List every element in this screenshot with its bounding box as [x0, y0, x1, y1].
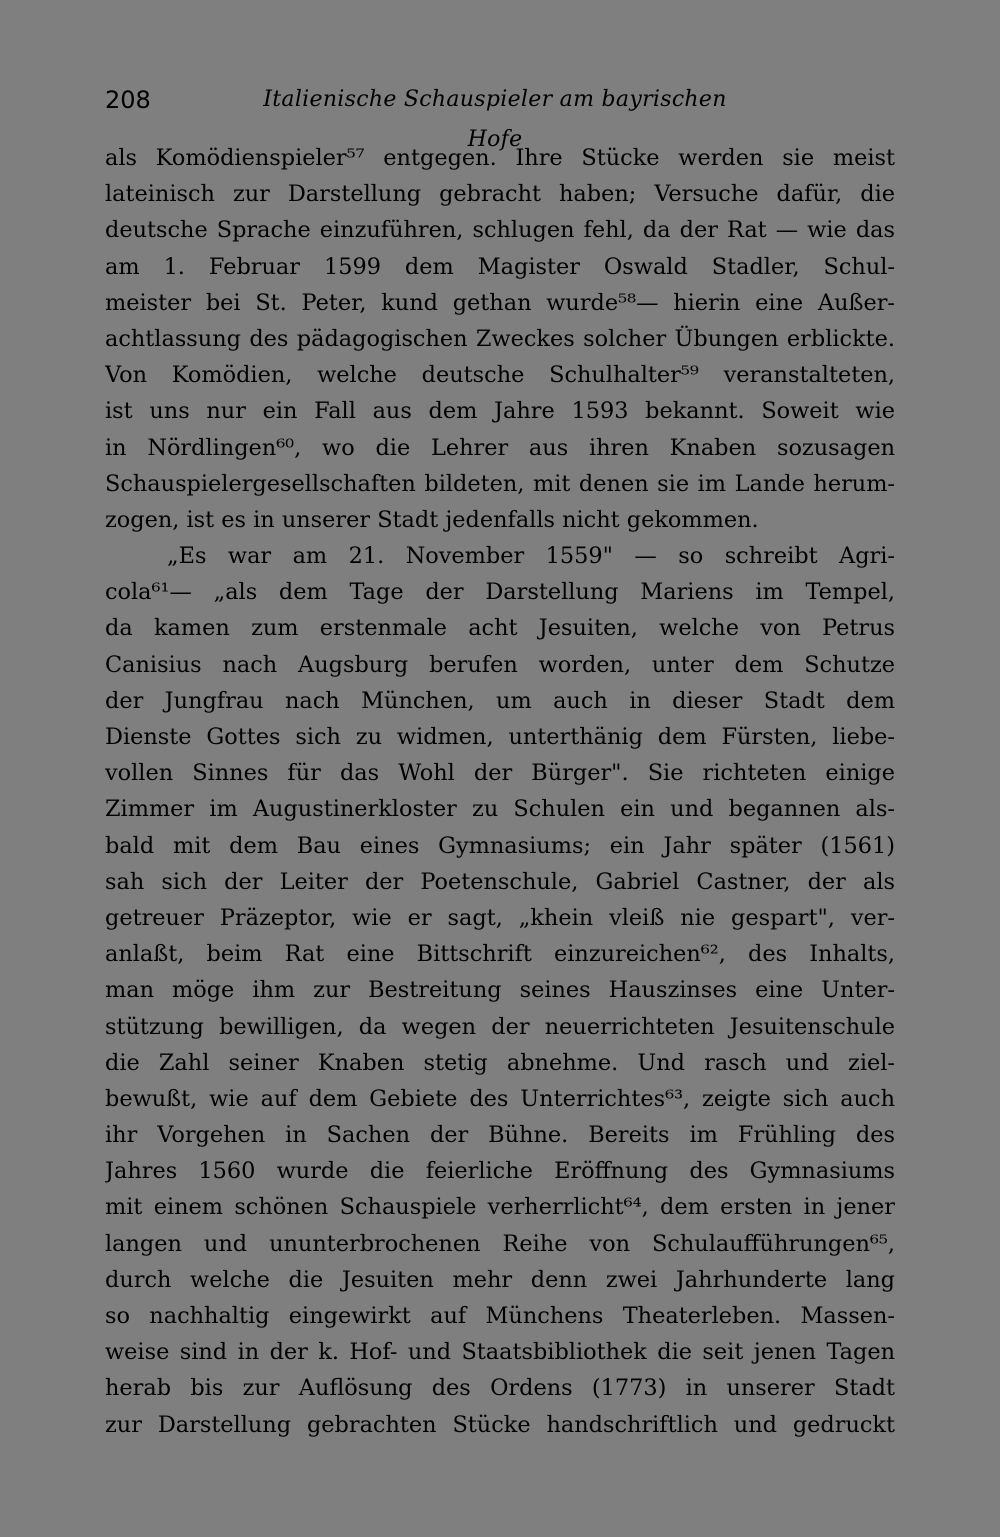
text-line: getreuer Präzeptor, wie er sagt, „khein vleiß nie gespart", ver-: [105, 904, 895, 931]
text-line: bald mit dem Bau eines Gymnasiums; ein Jahr später (1561): [105, 832, 895, 859]
text-line: zur Darstellung gebrachten Stücke handschriftlich und gedruckt: [105, 1411, 895, 1438]
text-line: Von Komödien, welche deutsche Schulhalter⁵⁹ veranstalteten,: [105, 362, 895, 389]
text-line: Dienste Gottes sich zu widmen, unterthänig dem Fürsten, liebe-: [105, 724, 895, 750]
text-line: da kamen zum erstenmale acht Jesuiten, welche von Petrus: [105, 615, 895, 642]
text-line: langen und ununterbrochenen Reihe von Schulaufführungen⁶⁵,: [105, 1230, 895, 1257]
text-line: cola⁶¹— „als dem Tage der Darstellung Mariens im Tempel,: [105, 579, 895, 606]
text-line: Jahres 1560 wurde die feierliche Eröffnung des Gymnasiums: [105, 1158, 895, 1185]
text-line: meister bei St. Peter, kund gethan wurde⁵⁸— hierin eine Außer-: [105, 289, 895, 316]
text-line: die Zahl seiner Knaben stetig abnehme. Und rasch und ziel-: [105, 1049, 895, 1076]
page-header: [105, 80, 895, 152]
text-line: man möge ihm zur Bestreitung seines Hauszinses eine Unter-: [105, 977, 895, 1004]
text-line: in Nördlingen⁶⁰, wo die Lehrer aus ihren Knaben sozusagen: [105, 434, 895, 461]
text-line: achtlassung des pädagogischen Zweckes solcher Übungen erblickte.: [105, 325, 895, 352]
text-line: weise sind in der k. Hof- und Staatsbibliothek die seit jenen Tagen: [105, 1339, 895, 1366]
text-line: zogen, ist es in unserer Stadt jedenfalls nicht gekommen.: [105, 506, 759, 533]
page-number: 208: [105, 86, 151, 114]
text-line: vollen Sinnes für das Wohl der Bürger". Sie richteten einige: [105, 760, 895, 787]
text-line: deutsche Sprache einzuführen, schlugen fehl, da der Rat — wie das: [105, 217, 895, 244]
text-line: bewußt, wie auf dem Gebiete des Unterrichtes⁶³, zeigte sich auch: [105, 1085, 895, 1112]
text-line: Schauspielergesellschaften bildeten, mit denen sie im Lande herum-: [105, 470, 895, 497]
text-line: ist uns nur ein Fall aus dem Jahre 1593 bekannt. Soweit wie: [105, 398, 895, 425]
text-line: am 1. Februar 1599 dem Magister Oswald Stadler, Schul-: [105, 253, 895, 280]
text-line: durch welche die Jesuiten mehr denn zwei Jahrhunderte lang: [105, 1266, 895, 1293]
text-line: Canisius nach Augsburg berufen worden, unter dem Schutze: [105, 651, 895, 678]
text-line: herab bis zur Auflösung des Ordens (1773) in unserer Stadt: [105, 1375, 895, 1402]
text-line: lateinisch zur Darstellung gebracht haben; Versuche dafür, die: [105, 181, 895, 208]
text-line: sah sich der Leiter der Poetenschule, Gabriel Castner, der als: [105, 868, 895, 895]
text-line: als Komödienspieler⁵⁷ entgegen. Ihre Stücke werden sie meist: [105, 145, 895, 171]
text-line: „Es war am 21. November 1559" — so schreibt Agri-: [167, 543, 895, 570]
text-line: stützung bewilligen, da wegen der neuerrichteten Jesuitenschule: [105, 1013, 895, 1040]
text-line: Zimmer im Augustinerkloster zu Schulen ein und begannen als-: [105, 796, 895, 823]
text-line: mit einem schönen Schauspiele verherrlicht⁶⁴, dem ersten in jener: [105, 1194, 895, 1221]
text-line: so nachhaltig eingewirkt auf Münchens Theaterleben. Massen-: [105, 1303, 895, 1329]
text-line: anlaßt, beim Rat eine Bittschrift einzureichen⁶², des Inhalts,: [105, 941, 895, 968]
text-line: der Jungfrau nach München, um auch in dieser Stadt dem: [105, 687, 895, 714]
body-text: [105, 140, 895, 1443]
running-title: Italienische Schauspieler am bayrischen Hofe: [263, 87, 727, 152]
text-line: ihr Vorgehen in Sachen der Bühne. Bereits im Frühling des: [105, 1122, 895, 1149]
